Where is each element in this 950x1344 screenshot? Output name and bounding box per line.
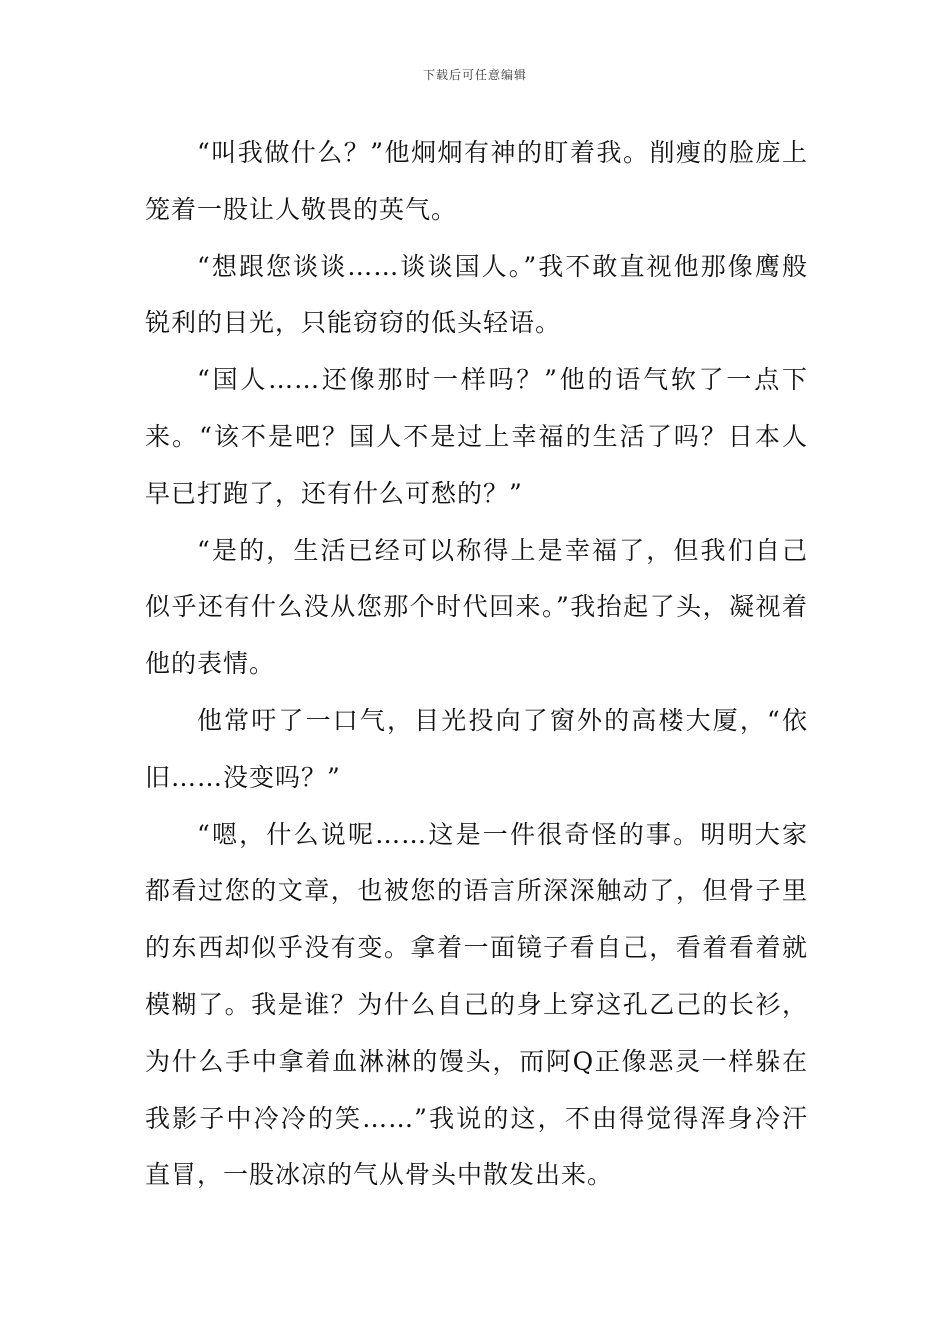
- paragraph: “想跟您谈谈……谈谈国人。”我不敢直视他那像鹰般锐利的目光，只能窃窃的低头轻语。: [145, 251, 808, 338]
- paragraph: 他常吁了一口气，目光投向了窗外的高楼大厦，“依旧……没变吗？”: [145, 705, 808, 792]
- page-header: 下载后可任意编辑: [422, 68, 527, 82]
- paragraph: “国人……还像那时一样吗？”他的语气软了一点下来。“该不是吧？国人不是过上幸福的生活了吗？日本人早已打跑了，还有什么可愁的？”: [145, 365, 808, 508]
- paragraph: “嗯，什么说呢……这是一件很奇怪的事。明明大家都看过您的文章，也被您的语言所深深触动了，但骨子里的东西却似乎没有变。拿着一面镜子看自己，看着看着就模糊了。我是谁？为什么自己的身上穿这孔乙己的长衫，为什么手中拿着血淋淋的馒头，而阿Q正像恶灵一样躲在我影子中冷冷的笑……”我说的这，不由得觉得浑身冷汗直冒，一股冰凉的气从骨头中散发出来。: [145, 819, 808, 1190]
- document-body: [145, 125, 808, 1204]
- paragraph: “是的，生活已经可以称得上是幸福了，但我们自己似乎还有什么没从您那个时代回来。”我抬起了头，凝视着他的表情。: [145, 535, 808, 679]
- paragraph: “叫我做什么？”他炯炯有神的盯着我。削瘦的脸庞上笼着一股让人敬畏的英气。: [145, 138, 808, 224]
